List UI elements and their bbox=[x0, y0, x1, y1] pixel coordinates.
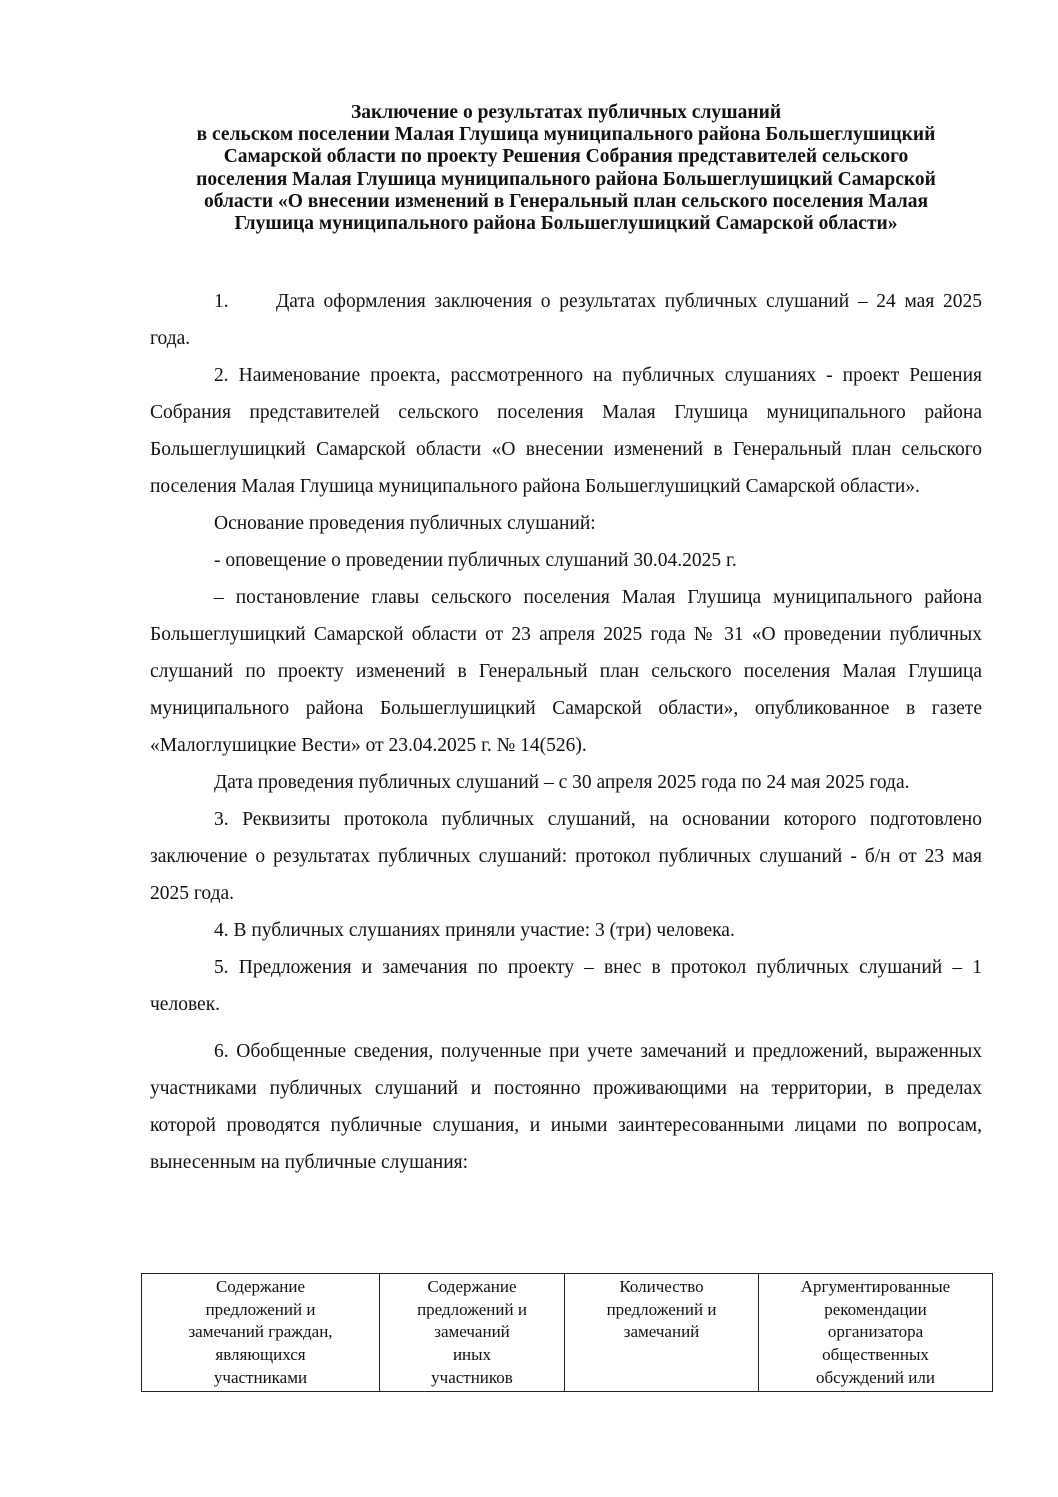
header-line: замечаний граждан, bbox=[188, 1322, 333, 1342]
header-line: являющихся bbox=[215, 1345, 306, 1365]
header-line: предложений и bbox=[205, 1299, 316, 1319]
title-line: Глушица муниципального района Большеглушицкий Самарской области» bbox=[234, 213, 898, 235]
paragraph-item-2: 2. Наименование проекта, рассмотренного на публичных слушаниях - проект Решения Собрания представителей сельского поселения Малая Глушица муниципального района Большеглушицкий Самарской области «О внесении изменений в Генеральный план сельского поселения Малая Глушица муниципального района Большеглушицкий Самарской области». bbox=[150, 365, 982, 497]
document-body bbox=[150, 283, 982, 1181]
title-line: поселения Малая Глушица муниципального района Большеглушицкий Самарской bbox=[196, 168, 936, 190]
header-line: Содержание bbox=[215, 1277, 306, 1296]
paragraph-basis-2: – постановление главы сельского поселения Малая Глушица муниципального района Большеглушицкий Самарской области от 23 апреля 2025 года № 31 «О проведении публичных слушаний по проекту изменений в Генеральный план сельского поселения Малая Глушица муниципального района Большеглушицкий Самарской области», опубликованное в газете «Малоглушицкие Вести» от 23.04.2025 г. № 14(526). bbox=[150, 587, 982, 756]
item-1-text: Дата оформления заключения о результатах публичных слушаний – 24 мая 2025 года. bbox=[150, 291, 982, 349]
table-header-cell bbox=[565, 1274, 759, 1392]
header-line: предложений и bbox=[606, 1299, 717, 1319]
title-line: области «О внесении изменений в Генеральный план сельского поселения Малая bbox=[203, 190, 929, 212]
header-line: Аргументированные bbox=[800, 1277, 951, 1296]
paragraph-item-3: 3. Реквизиты протокола публичных слушаний, на основании которого подготовлено заключение о результатах публичных слушаний: протокол публичных слушаний - б/н от 23 мая 2025 года. bbox=[150, 809, 982, 904]
table-header-cell bbox=[142, 1274, 380, 1392]
header-line: предложений и bbox=[417, 1299, 527, 1319]
paragraph-item-5: 5. Предложения и замечания по проекту – внес в протокол публичных слушаний – 1 человек. bbox=[150, 957, 982, 1015]
paragraph-basis-1: - оповещение о проведении публичных слушаний 30.04.2025 г. bbox=[214, 550, 737, 571]
header-line: участниками bbox=[213, 1367, 308, 1387]
paragraph-basis-heading: Основание проведения публичных слушаний: bbox=[214, 513, 596, 534]
paragraph-item-1 bbox=[150, 283, 982, 357]
header-line: Количество bbox=[619, 1277, 704, 1296]
header-line: общественных bbox=[822, 1345, 929, 1365]
table-header-cell bbox=[380, 1274, 565, 1392]
paragraph-hearing-dates: Дата проведения публичных слушаний – с 30 апреля 2025 года по 24 мая 2025 года. bbox=[214, 772, 910, 793]
document-title bbox=[140, 102, 992, 235]
header-line: Содержание bbox=[427, 1277, 517, 1296]
header-line: иных bbox=[452, 1345, 492, 1365]
header-line: замечаний bbox=[623, 1322, 700, 1342]
header-line: рекомендации bbox=[824, 1299, 927, 1319]
header-line: обсуждений или bbox=[816, 1367, 935, 1387]
paragraph-item-6: 6. Обобщенные сведения, полученные при учете замечаний и предложений, выраженных участниками публичных слушаний и постоянно проживающими на территории, в пределах которой проводятся публичные слушания, и иными заинтересованными лицами по вопросам, вынесенным на публичные слушания: bbox=[150, 1041, 982, 1173]
table-header-cell bbox=[759, 1274, 993, 1392]
title-line: Заключение о результатах публичных слушаний bbox=[350, 102, 782, 123]
header-line: замечаний bbox=[434, 1322, 510, 1342]
paragraph-item-4: 4. В публичных слушаниях приняли участие: 3 (три) человека. bbox=[214, 920, 735, 941]
proposals-table bbox=[141, 1273, 993, 1392]
item-1-number: 1. bbox=[214, 291, 229, 312]
header-line: организатора bbox=[827, 1322, 924, 1342]
title-line: Самарской области по проекту Решения Собрания представителей сельского bbox=[223, 146, 909, 168]
header-line: участников bbox=[431, 1367, 513, 1387]
title-line: в сельском поселении Малая Глушица муниципального района Большеглушицкий bbox=[196, 124, 936, 146]
table-header-row bbox=[142, 1274, 993, 1392]
